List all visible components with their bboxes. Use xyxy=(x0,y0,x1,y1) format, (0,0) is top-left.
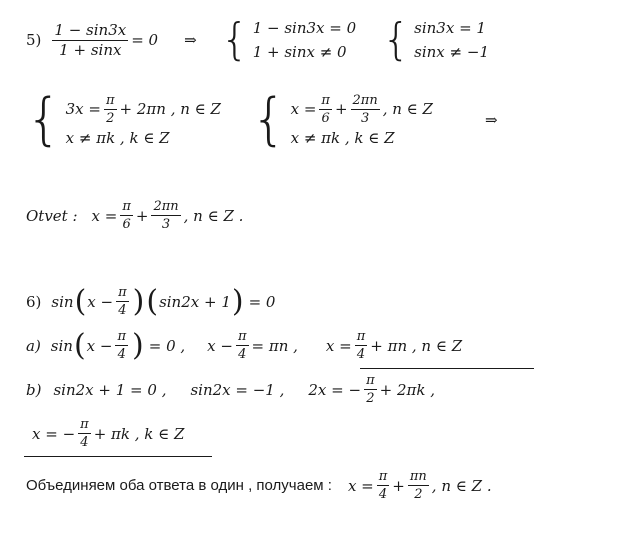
fraction: $\frac{2\pi n}{3}$ xyxy=(352,92,378,126)
system: 1 − sin3x = 0 1 + sinx ≠ 0 xyxy=(252,19,357,61)
fraction: $\frac{\pi}{4}$ xyxy=(237,329,247,362)
fraction: $\frac{2\pi n}{3}$ xyxy=(153,199,179,232)
left-brace-icon: { xyxy=(220,14,249,65)
fraction: $\frac{\pi n}{2}$ xyxy=(409,469,427,502)
answer-label: Otvet : xyxy=(26,206,78,225)
fraction: $\frac{\pi}{6}$ xyxy=(122,199,131,232)
fraction: $\frac{\pi}{4}$ xyxy=(118,285,127,318)
fraction: $\frac{\pi}{2}$ xyxy=(105,92,115,126)
fraction: $\frac{\pi}{4}$ xyxy=(80,417,89,450)
system: 3x = $\frac{\pi}{2}$ + 2πn , n ∈ Z x ≠ πk , k ∈ Z xyxy=(65,92,221,147)
fraction: $\frac{\pi}{4}$ xyxy=(117,329,127,362)
final-line: Объединяем оба ответа в один , получаем : x = $\frac{\pi}{4}$ + $\frac{\pi n}{2}$ , n ∈ Z . xyxy=(26,469,492,502)
problem-6-label: 6) xyxy=(26,292,42,311)
fraction: $\frac{\pi}{4}$ xyxy=(378,469,388,502)
part-b-line: b) sin2x + 1 = 0 , sin2x = −1 , 2x = − $\frac{\pi}{2}$ + 2πk , xyxy=(26,373,435,406)
fraction: $\frac{\pi}{2}$ xyxy=(366,373,375,406)
fraction: $\frac{1 - \sin 3x}{1 + \sin x}$ xyxy=(54,20,127,59)
system: x = $\frac{\pi}{6}$ + $\frac{2\pi n}{3}$ , n ∈ Z x ≠ πk , k ∈ Z xyxy=(290,92,433,147)
part-a-answer: x = $\frac{\pi}{4}$ + πn , n ∈ Z xyxy=(325,329,463,362)
part-a-answer-underline xyxy=(360,368,534,369)
left-brace-icon: { xyxy=(26,87,62,152)
part-b-label: b) xyxy=(26,380,42,399)
part-a-label: a) xyxy=(26,336,41,355)
left-brace-icon: { xyxy=(250,87,287,152)
problem-5-line: 5) $\frac{1 - \sin 3x}{1 + \sin x}$ = 0 ⇒ { 1 − sin3x = 0 1 + sinx ≠ 0 { sin3x = 1 sinx ≠ −1 xyxy=(26,14,489,65)
answer-line: Otvet : x = $\frac{\pi}{6}$ + $\frac{2\pi n}{3}$ , n ∈ Z . xyxy=(26,199,244,232)
problem-6-line: 6) sin ( x − $\frac{\pi}{4}$ ) ( sin2x + 1 ) = 0 xyxy=(26,283,276,319)
left-brace-icon: { xyxy=(382,14,411,65)
implies-arrow: ⇒ xyxy=(184,31,197,49)
final-text: Объединяем оба ответа в один , получаем : xyxy=(26,477,332,494)
part-b-answer: x = − $\frac{\pi}{4}$ + πk , k ∈ Z xyxy=(32,417,185,450)
fraction: $\frac{\pi}{4}$ xyxy=(356,329,366,362)
part-b-answer-underline xyxy=(24,456,212,457)
problem-5-systems-line xyxy=(26,87,498,152)
problem-5-label: 5) xyxy=(26,31,42,49)
fraction: $\frac{\pi}{6}$ xyxy=(321,92,330,126)
part-a-line: a) sin ( x − $\frac{\pi}{4}$ ) = 0 , x − $\frac{\pi}{4}$ = πn , x = $\frac{\pi}{4}$ + πn , n ∈ Z xyxy=(26,327,463,363)
system: sin3x = 1 sinx ≠ −1 xyxy=(414,19,489,61)
implies-arrow: ⇒ xyxy=(484,111,498,129)
